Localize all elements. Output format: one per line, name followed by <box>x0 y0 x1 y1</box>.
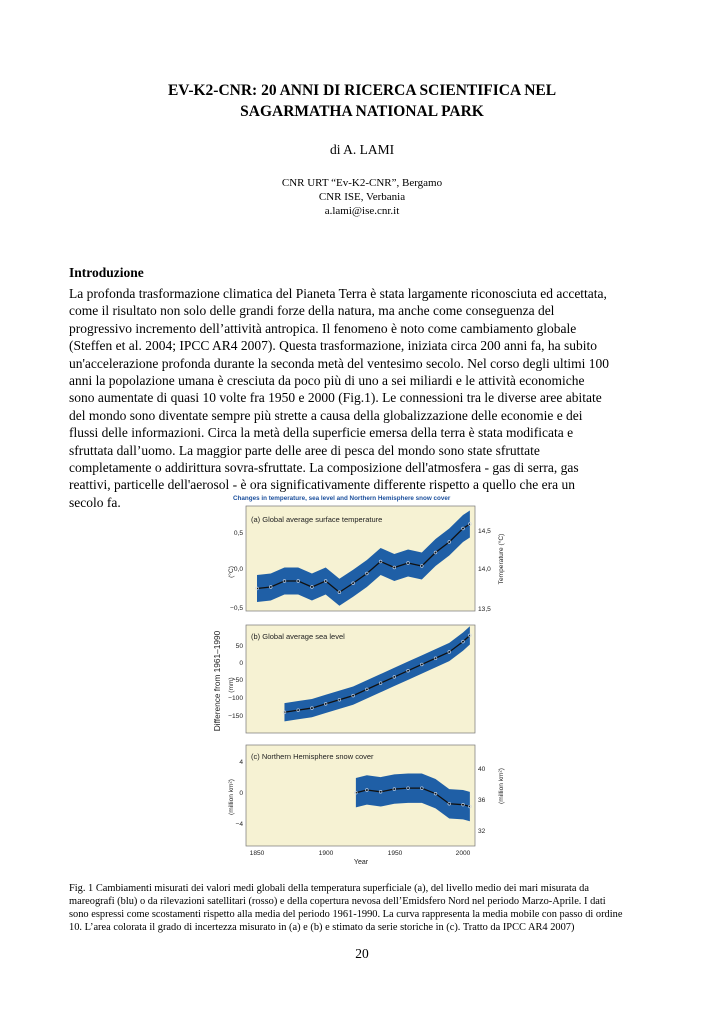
panel-b-background <box>246 625 475 733</box>
section-heading: Introduzione <box>69 265 144 280</box>
panel-a-ytick: 0,5 <box>233 530 243 537</box>
caption-line: 10. L’area colorata il grado di incertezza misurato in (a) e (b) e stimato da serie storiche in (c). Tratto da IPCC AR4 2007) <box>69 922 575 933</box>
title-line-1: EV-K2-CNR: 20 ANNI DI RICERCA SCIENTIFICA NEL <box>167 82 557 99</box>
panel-c-y2tick: 40 <box>478 766 486 773</box>
paragraph-line: sfruttata dall’uomo. La maggior parte delle aree di pesca del mondo sono state sfruttate <box>69 442 540 458</box>
paragraph-line: un'accelerazione profonda durante la seconda metà del ventesimo secolo. Nel corso degli ultimi 100 <box>69 355 609 371</box>
panel-b-ytick: 0 <box>239 660 243 667</box>
affiliation-2: CNR ISE, Verbania <box>318 191 406 203</box>
paragraph-line: (Steffen et al. 2004; IPCC AR4 2007). Questa trasformazione, iniziata circa 200 anni fa, ha subito <box>69 338 597 354</box>
panel-a-y2label: Temperature (°C) <box>498 533 505 585</box>
paragraph-line: sono aumentate di quasi 10 volte fra 1950 e 2000 (Fig.1). Le connessioni tra le diverse aree abitate <box>69 390 602 406</box>
x-tick: 1950 <box>387 850 403 857</box>
paragraph-line: del mondo sono diventate sempre più strette a causa della globalizzazione delle economie e dei <box>69 407 583 423</box>
paragraph-line: flussi delle informazioni. Circa la metà della superficie emersa della terra è stata modificata e <box>69 425 574 441</box>
panel-c-right-ticks <box>478 766 486 835</box>
page-number: 20 <box>355 946 369 961</box>
panel-a-y2tick: 14,0 <box>478 566 491 573</box>
x-tick: 1850 <box>249 850 265 857</box>
panel-a-ytick: −0,5 <box>229 605 243 612</box>
author: di A. LAMI <box>329 142 395 157</box>
paragraph-line: reattivi, particelle dell'aerosol - è ora significativamente differente rispetto a quello che era un <box>69 477 575 493</box>
panel-a-ytick: 0,0 <box>233 566 243 573</box>
paragraph-line: come il risultato non solo delle grandi forze della natura, ma anche come conseguenza del <box>69 303 555 319</box>
panel-b-ytick: 50 <box>235 643 243 650</box>
panel-c-y2label: (million km²) <box>498 768 505 804</box>
panel-c-ytick: 4 <box>239 759 243 766</box>
panel-c-ytick: −4 <box>235 821 243 828</box>
panel-b-ytick: −100 <box>228 695 243 702</box>
panel-a-title: (a) Global average surface temperature <box>251 515 383 524</box>
affiliations <box>0 176 724 218</box>
x-axis-label: Year <box>353 859 369 866</box>
panel-c-y2tick: 36 <box>478 797 486 804</box>
caption-line: sono espressi come scostamenti rispetto alla media del periodo 1961-1990. La curva rappresenta la media mobile con passo di ordine <box>69 909 623 920</box>
x-tick: 2000 <box>455 850 471 857</box>
climate-chart <box>205 489 505 867</box>
panel-b-ylabel: (mm) <box>228 677 235 693</box>
panel-c-ytick: 0 <box>239 790 243 797</box>
panel-a-y2tick: 13,5 <box>478 606 491 613</box>
paragraph-line: completamente o addirittura sovra-sfruttate. La composizione dell'atmosfera - gas di serra, gas <box>69 460 579 476</box>
affiliation-1: CNR URT “Ev-K2-CNR”, Bergamo <box>281 177 443 189</box>
author-email: a.lami@ise.cnr.it <box>324 205 400 217</box>
shared-y-axis-label: Difference from 1961–1990 <box>212 630 222 732</box>
panel-b-title: (b) Global average sea level <box>251 632 345 641</box>
x-axis-ticks <box>250 850 471 857</box>
title-line-2: SAGARMATHA NATIONAL PARK <box>240 103 484 120</box>
panel-b-ytick: −150 <box>228 713 243 720</box>
paper-title <box>0 80 724 122</box>
panel-c-title: (c) Northern Hemisphere snow cover <box>251 752 374 761</box>
paragraph-line: La profonda trasformazione climatica del Pianeta Terra è stata largamente riconosciuta ed accettata, <box>69 286 607 301</box>
figure-caption <box>69 882 654 934</box>
panel-c-left-ticks <box>235 759 243 828</box>
figure-1 <box>205 489 505 867</box>
paragraph-line: progressivo incremento dell’attività antropica. Il fenomeno è noto come cambiamento globale <box>69 320 577 336</box>
caption-line: Fig. 1 Cambiamenti misurati dei valori medi globali della temperatura superficiale (a), del livello medio dei mari misurata da <box>69 883 589 894</box>
panel-c-y2tick: 32 <box>478 828 486 835</box>
panel-b-ytick: −50 <box>231 677 243 684</box>
paragraph-line: anni la popolazione umana è cresciuta da poco più di uno a sei miliardi e le attività economiche <box>69 373 585 389</box>
panel-a-right-ticks <box>478 528 491 613</box>
paragraph-line: secolo fa. <box>69 494 121 510</box>
caption-line: mareografi (blu) o da rilevazioni satellitari (rosso) e della copertura nevosa dell’Emidsfero Nord nel periodo Marzo-Aprile. I dati <box>69 896 606 907</box>
panel-a-y2tick: 14,5 <box>478 528 491 535</box>
x-tick: 1900 <box>318 850 334 857</box>
body-paragraph <box>69 285 654 511</box>
panel-c-ylabel: (million km²) <box>228 779 235 815</box>
panel-a-ylabel: (°C) <box>228 566 235 578</box>
figure-header: Changes in temperature, sea level and Northern Hemisphere snow cover <box>233 495 451 502</box>
